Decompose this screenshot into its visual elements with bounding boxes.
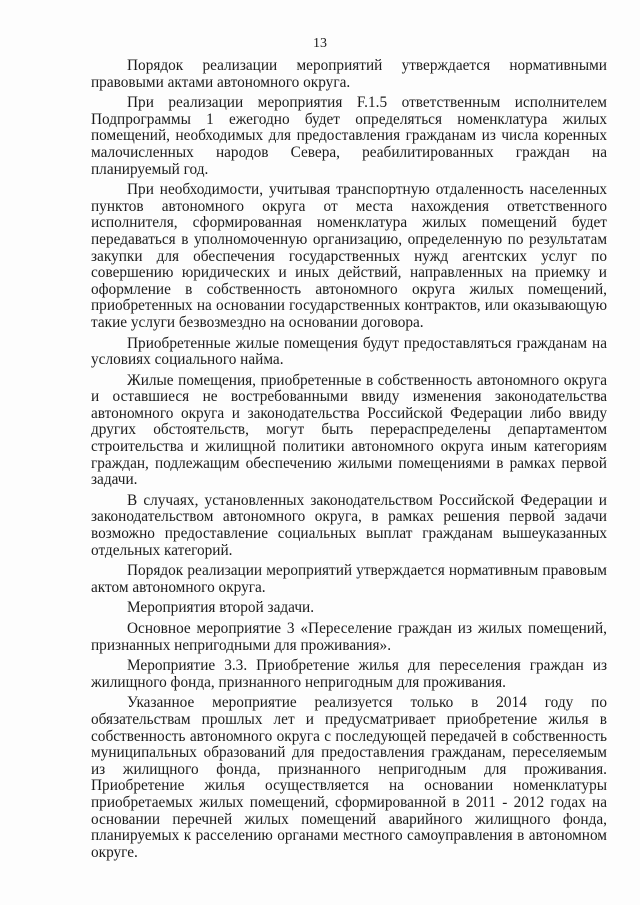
paragraph-measure-f15: При реализации мероприятия F.1.5 ответственным исполнителем Подпрограммы 1 ежегодно будет определяться номенклатура жилых помещений, необходимых для предоставления гражданам из числа коренных малочисленных народов Севера, реабилитированных граждан на планируемый год.: [91, 94, 607, 178]
paragraph-authorized-organization: При необходимости, учитывая транспортную отдаленность населенных пунктов автономного округа от места нахождения ответственного исполнителя, сформированная номенклатура жилых помещений будет передаваться в уполномоченную организацию, определенную по результатам закупки для обеспечения государственных нужд агентских услуг по совершению юридических и иных действий, направленных на приемку и оформление в собственность автономного округа жилых помещений, приобретенных на основании государственных контрактов, или оказывающую такие услуги безвозмездно на основании договора.: [91, 181, 607, 331]
document-body: [91, 58, 607, 865]
paragraph-normative-act: Порядок реализации мероприятий утверждается нормативным правовым актом автономного округа.: [91, 562, 607, 596]
page-number: 13: [313, 36, 327, 51]
paragraph-main-measure-3: Основное мероприятие 3 «Переселение граждан из жилых помещений, признанных непригодными для проживания».: [91, 620, 607, 654]
paragraph-social-lease: Приобретенные жилые помещения будут предоставляться гражданам на условиях социального найма.: [91, 334, 607, 369]
paragraph-second-task-heading: Мероприятия второй задачи.: [127, 599, 315, 617]
paragraph-redistribution: Жилые помещения, приобретенные в собственность автономного округа и оставшиеся не востребованными ввиду изменения законодательства автономного округа и законодательства Российской Федерации либо ввиду других обстоятельств, могут быть перераспределены департаментом строительства и жилищной политики автономного округа иным категориям граждан, подлежащим обеспечению жилыми помещениями в рамках первой задачи.: [91, 371, 607, 489]
paragraph-social-payments: В случаях, установленных законодательством Российской Федерации и законодательством автономного округа, в рамках решения первой задачи возможно предоставление социальных выплат гражданам вышеуказанных отдельных категорий.: [91, 491, 607, 559]
paragraph-measure-33: Мероприятие 3.3. Приобретение жилья для переселения граждан из жилищного фонда, признанного непригодным для проживания.: [91, 657, 607, 691]
paragraph-measure-description: Указанное мероприятие реализуется только в 2014 году по обязательствам прошлых лет и предусматривает приобретение жилья в собственность автономного округа с последующей передачей в собственность муниципальных образований для предоставления гражданам, переселяемым из жилищного фонда, признанного непригодным для проживания. Приобретение жилья осуществляется на основании номенклатуры приобретаемых жилых помещений, сформированной в 2011 - 2012 годах на основании перечней жилых помещений аварийного жилищного фонда, планируемых к расселению органами местного самоуправления в автономном округе.: [91, 694, 607, 861]
paragraph-implementation-order: Порядок реализации мероприятий утверждается нормативными правовыми актами автономного округа.: [91, 57, 607, 91]
